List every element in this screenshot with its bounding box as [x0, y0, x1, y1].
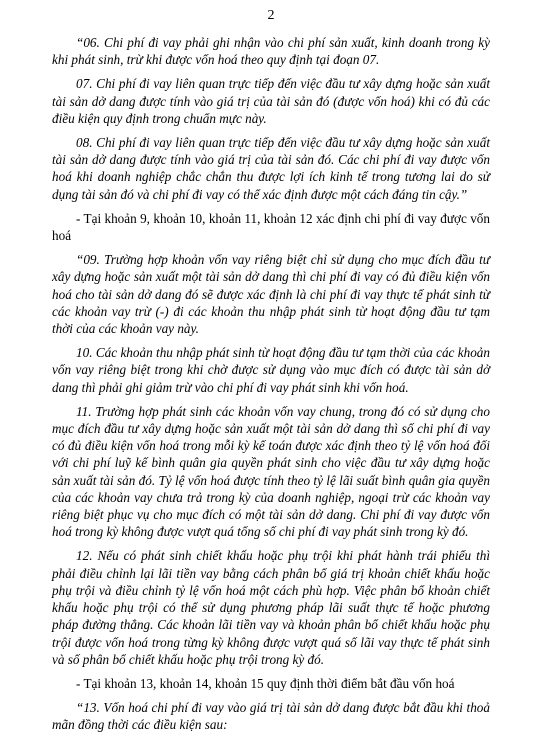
paragraph-10: 10. Các khoản thu nhập phát sinh từ hoạt động đầu tư tạm thời của các khoản vốn vay riêng biệt trong khi chờ được sử dụng vào mục đích có được tài sản dở dang thì phải ghi giảm trừ vào chi phí đi vay phát sinh khi vốn hoá. [52, 345, 490, 395]
heading-khoan-13-15: - Tại khoản 13, khoản 14, khoản 15 quy định thời điểm bắt đầu vốn hoá [76, 675, 455, 691]
paragraph-08: 08. Chi phí đi vay liên quan trực tiếp đến việc đầu tư xây dựng hoặc sản xuất tài sản dở dang được tính vào giá trị của tài sản đó. Các chi phí đi vay được vốn hoá khi doanh nghiệp chắc chắn thu được lợi ích kinh tế trong tương lai do sử dụng tài sản đó và chi phí đi vay có thể xác định được một cách đáng tin cậy.” [52, 135, 490, 202]
paragraph-12: 12. Nếu có phát sinh chiết khấu hoặc phụ trội khi phát hành trái phiếu thì phải điều chỉnh lại lãi tiền vay bằng cách phân bổ giá trị khoản chiết khấu hoặc phụ trội và điều chỉnh tỷ lệ vốn hoá một cách phù hợp. Việc phân bổ khoản chiết khấu hoặc phụ trội có thể sử dụng phương pháp lãi suất thực tế hoặc phương pháp đường thẳng. Các khoản lãi tiền vay và khoản phân bổ chiết khấu hoặc phụ trội được vốn hoá trong từng kỳ không được vượt quá số lãi vay thực tế phát sinh và số phân bổ chiết khấu hoặc phụ trội trong kỳ đó. [52, 548, 490, 667]
paragraph-06: “06. Chi phí đi vay phải ghi nhận vào chi phí sản xuất, kinh doanh trong kỳ khi phát sinh, trừ khi được vốn hoá theo quy định tại đoạn 07. [52, 35, 490, 68]
paragraph-09: “09. Trường hợp khoản vốn vay riêng biệt chỉ sử dụng cho mục đích đầu tư xây dựng hoặc sản xuất một tài sản dở dang thì chi phí đi vay có đủ điều kiện vốn hoá cho tài sản dở dang đó sẽ được xác định là chi phí đi vay thực tế phát sinh từ các khoản vay trừ (-) đi các khoản thu nhập phát sinh từ hoạt động đầu tư tạm thời của các khoản vay này. [52, 252, 490, 337]
heading-khoan-9-12: - Tại khoản 9, khoản 10, khoản 11, khoản 12 xác định chi phí đi vay được vốn hoá [52, 210, 490, 244]
paragraph-07: 07. Chi phí đi vay liên quan trực tiếp đến việc đầu tư xây dựng hoặc sản xuất tài sản dở dang được tính vào giá trị của tài sản đó (được vốn hoá) khi có đủ các điều kiện quy định trong chuẩn mực này. [52, 76, 490, 126]
paragraph-11: 11. Trường hợp phát sinh các khoản vốn vay chung, trong đó có sử dụng cho mục đích đầu tư xây dựng hoặc sản xuất một tài sản dở dang thì số chi phí đi vay có đủ điều kiện vốn hoá trong mỗi kỳ kế toán được xác định theo tỷ lệ vốn hoá đối với chi phí luỹ kế bình quân gia quyền phát sinh cho việc đầu tư xây dựng hoặc sản xuất tài sản đó. Tỷ lệ vốn hoá được tính theo tỷ lệ lãi suất bình quân gia quyền của các khoản vay chưa trả trong kỳ của doanh nghiệp, ngoại trừ các khoản vay riêng biệt phục vụ cho mục đích có một tài sản dở dang. Chi phí đi vay được vốn hoá trong kỳ không được vượt quá tổng số chi phí đi vay phát sinh trong kỳ đó. [52, 403, 490, 540]
paragraph-13: “13. Vốn hoá chi phí đi vay vào giá trị tài sản dở dang được bắt đầu khi thoả mãn đồng thời các điều kiện sau: [52, 700, 490, 733]
page-number: 2 [267, 8, 275, 23]
